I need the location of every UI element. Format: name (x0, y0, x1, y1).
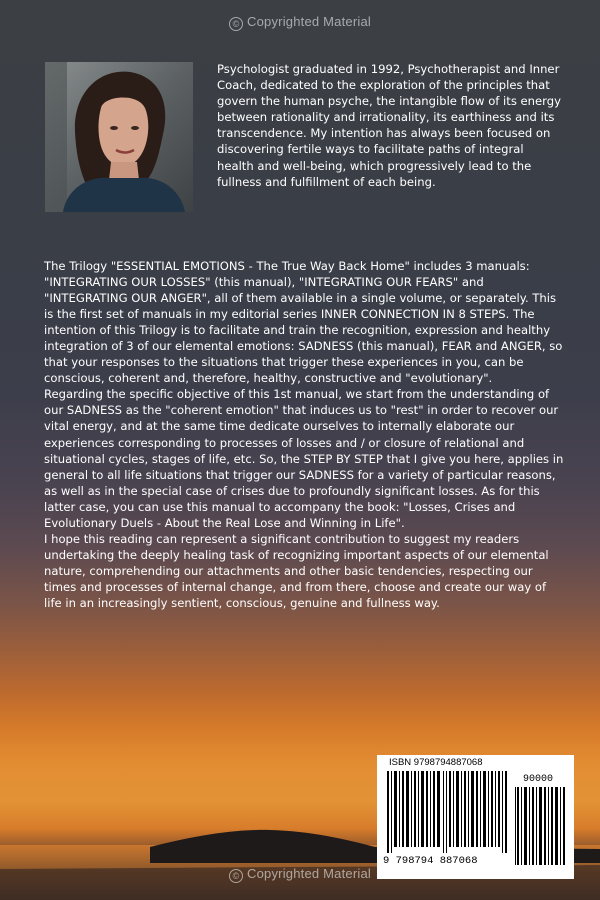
author-bio: Psychologist graduated in 1992, Psychotherapist and Inner Coach, dedicated to the exploration of the principles that govern the human psyche, the intangible flow of its energy between rationality and irrationality, its earthiness and its transcendence. My intention has always been focused on discovering fertile ways to facilitate paths of integral health and well-being, which progressively lead to the fullness and fulfillment of each being. (217, 62, 561, 189)
watermark-text-top: Copyrighted Material (247, 14, 371, 29)
copyright-watermark-top (0, 14, 600, 31)
copyright-icon: © (229, 17, 243, 31)
watermark-text-bottom: Copyrighted Material (247, 866, 371, 881)
description-paragraph-3: I hope this reading can represent a significant contribution to suggest my readers undertaking the deeply healing task of recognizing important aspects of our elemental nature, comprehending our attachments and other basic tendencies, respecting our times and processes of internal change, and from there, choose and create our way of life in an increasingly sentient, conscious, genuine and fullness way. (44, 531, 549, 610)
price-addon-number: 90000 (523, 774, 554, 785)
isbn-digits: 9 798794 887068 (383, 855, 478, 867)
copyright-icon: © (229, 869, 243, 883)
description-paragraph-1: The Trilogy "ESSENTIAL EMOTIONS - The True Way Back Home" includes 3 manuals: "INTEGRATING OUR LOSSES" (this manual), "INTEGRATING OUR FEARS" and "INTEGRATING OUR ANGER", all of them available in a single volume, or separately. This is the first set of manuals in my editorial series INNER CONNECTION IN 8 STEPS. The intention of this Trilogy is to facilitate and train the recognition, expression and healthy integration of 3 of our elemental emotions: SADNESS (this manual), FEAR and ANGER, so that your responses to the situations that trigger these experiences in you, can be conscious, coherent and, therefore, healthy, constructive and "evolutionary". (44, 259, 563, 386)
book-description (44, 258, 564, 611)
isbn-label: ISBN 9798794887068 (389, 757, 483, 768)
description-paragraph-2: Regarding the specific objective of this 1st manual, we start from the understanding of our SADNESS as the "coherent emotion" that induces us to "rest" in order to recover our vital energy, and at the same time dedicate ourselves to internally elaborate our experiences corresponding to processes of losses and / or closure of relational and situational cycles, stages of life, etc. So, the STEP BY STEP that I give you here, applies in general to all life situations that trigger our SADNESS for a variety of particular reasons, as well as in the special case of crises due to profoundly significant losses. As for this latter case, you can use this manual to accompany the book: "Losses, Crises and Evolutionary Duels - About the Real Lose and Winning in Life". (44, 387, 564, 530)
isbn-barcode (377, 755, 574, 879)
addon-barcode-bars (513, 787, 569, 865)
ean-barcode-bars (385, 769, 509, 853)
author-portrait-icon (45, 62, 193, 212)
author-photo (45, 62, 193, 212)
